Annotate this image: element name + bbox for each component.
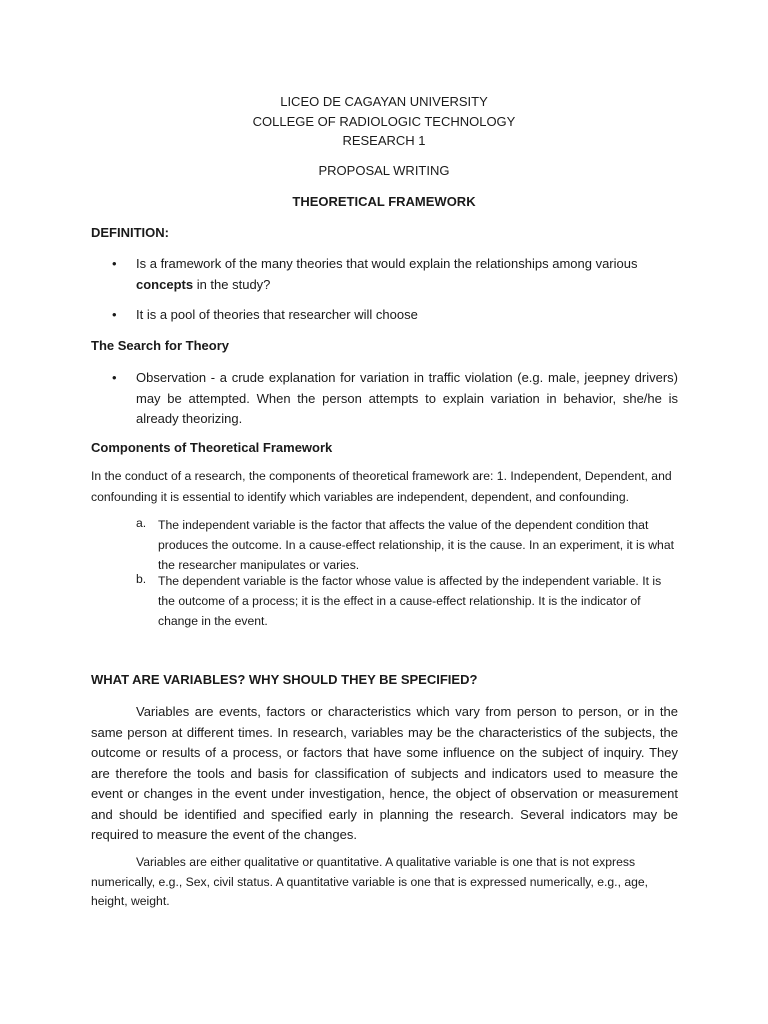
- bullet-marker: •: [112, 256, 117, 271]
- search-heading: The Search for Theory: [91, 338, 229, 353]
- college-name: COLLEGE OF RADIOLOGIC TECHNOLOGY: [252, 114, 516, 129]
- definition-item-1-bold: concepts: [136, 276, 194, 292]
- definition-item-2: It is a pool of theories that researcher will choose: [136, 307, 418, 322]
- definition-item-1: [136, 254, 678, 295]
- definition-item-1-text: Is a framework of the many theories that would explain the relationships among various: [136, 256, 638, 271]
- search-item-1: Observation - a crude explanation for variation in traffic violation (e.g. male, jeepney drivers) may be attempted. When the person attempts to explain variation in behavior, she/he is already theorizing.: [136, 370, 678, 426]
- list-label-b: b.: [136, 572, 147, 586]
- document-title: THEORETICAL FRAMEWORK: [292, 194, 476, 209]
- list-item-independent: The independent variable is the factor that affects the value of the dependent condition that produces the outcome. In a cause-effect relationship, it is the cause. In an experiment, it is what the researcher manipulates or varies.: [158, 518, 674, 572]
- definition-item-1-end: in the study?: [193, 276, 271, 292]
- document-subtitle: PROPOSAL WRITING: [318, 163, 450, 178]
- bullet-marker: •: [112, 307, 117, 322]
- list-item-dependent: The dependent variable is the factor whose value is affected by the independent variable. It is the outcome of a process; it is the effect in a cause-effect relationship. It is the indicator of change in the event.: [158, 574, 662, 628]
- bullet-marker: •: [112, 370, 117, 385]
- university-name: LICEO DE CAGAYAN UNIVERSITY: [280, 94, 488, 109]
- components-heading: Components of Theoretical Framework: [91, 440, 333, 455]
- components-intro: In the conduct of a research, the components of theoretical framework are: 1. Independent, Dependent, and confounding it is essential to identify which variables are independent, dependent, and confounding.: [91, 469, 672, 504]
- list-label-a: a.: [136, 516, 147, 530]
- course-name: RESEARCH 1: [342, 133, 426, 148]
- variables-heading: WHAT ARE VARIABLES? WHY SHOULD THEY BE SPECIFIED?: [91, 672, 478, 687]
- definition-heading: DEFINITION:: [91, 225, 169, 240]
- variables-paragraph-2: Variables are either qualitative or quantitative. A qualitative variable is one that is not express numerically, e.g., Sex, civil status. A quantitative variable is one that is expressed numerically, e.g., age, height, weight.: [91, 855, 649, 908]
- variables-paragraph-1: Variables are events, factors or characteristics which vary from person to person, or in the same person at different times. In research, variables may be the characteristics of the subjects, the outcome or results of a process, or factors that have some influence on the subject of inquiry. They are therefore the tools and basis for classification of subjects and indicators used to measure the event or changes in the event under investigation, hence, the object of observation or measurement and should be identified and specified early in planning the research. Several indicators may be required to measure the event of the changes.: [91, 704, 678, 842]
